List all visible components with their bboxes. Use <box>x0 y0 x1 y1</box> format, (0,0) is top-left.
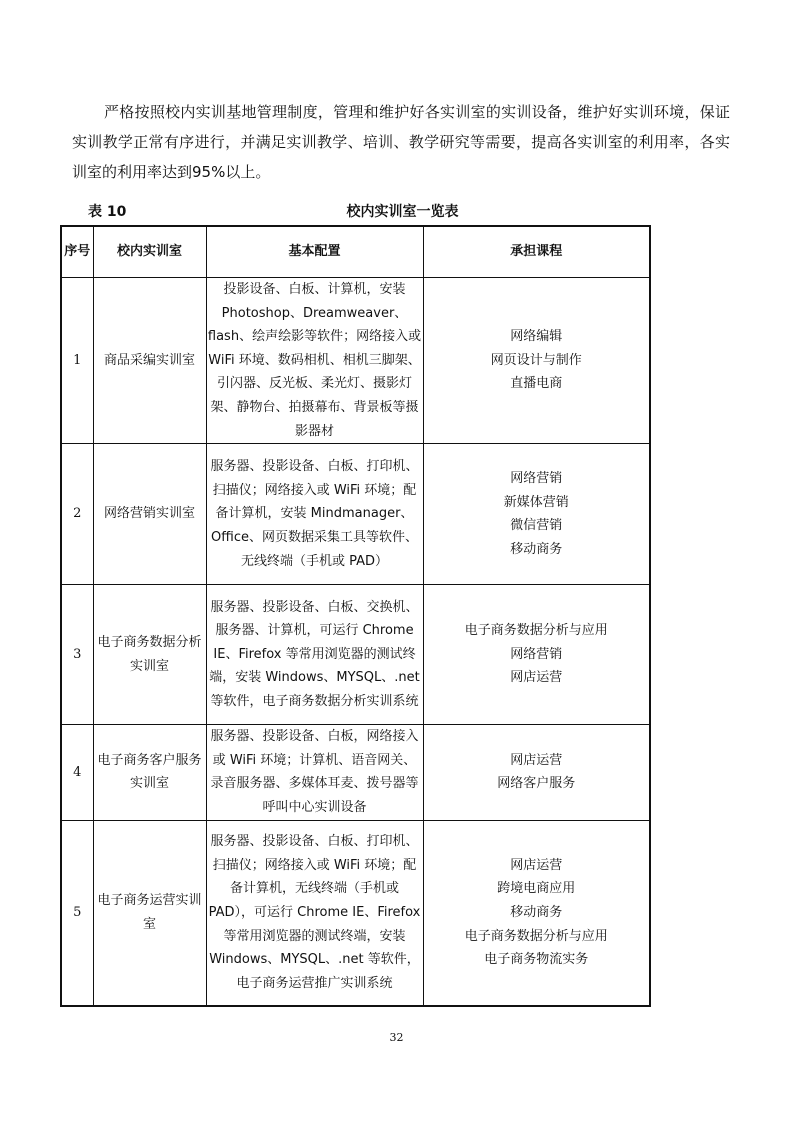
course-item: 微信营销 <box>510 518 563 534</box>
table-number: 表 10 <box>88 204 127 220</box>
table-row <box>61 278 650 444</box>
course-item: 跨境电商应用 <box>497 881 576 897</box>
row-courses <box>423 585 650 725</box>
row-seq: 3 <box>61 585 93 725</box>
row-room: 电子商务运营实训室 <box>93 820 206 1006</box>
row-config: 服务器、投影设备、白板，网络接入或 WiFi 环境；计算机、语音网关、录音服务器、多媒体耳麦、拨号器等呼叫中心实训设备 <box>206 725 423 820</box>
header-room: 校内实训室 <box>93 226 206 278</box>
header-seq: 序号 <box>61 226 93 278</box>
course-item: 网页设计与制作 <box>490 352 582 368</box>
row-room: 网络营销实训室 <box>93 444 206 585</box>
page-number: 32 <box>389 1031 404 1044</box>
course-item: 直播电商 <box>510 376 563 392</box>
row-config: 投影设备、白板、计算机，安装 Photoshop、Dreamweaver、flash、绘声绘影等软件；网络接入或 WiFi 环境、数码相机、相机三脚架、引闪器、反光板、柔光灯、摄影灯架、静物台、拍摄幕布、背景板等摄影器材 <box>206 278 423 444</box>
course-item: 网络营销 <box>510 470 563 486</box>
row-config: 服务器、投影设备、白板、打印机、扫描仪；网络接入或 WiFi 环境；配备计算机，无线终端（手机或 PAD），可运行 Chrome IE、Firefox 等常用浏览器的测试终端，安装 Windows、MYSQL、.net 等软件，电子商务运营推广实训系统 <box>206 820 423 1006</box>
row-courses <box>423 725 650 820</box>
row-room: 电子商务数据分析实训室 <box>93 585 206 725</box>
header-config: 基本配置 <box>206 226 423 278</box>
table-row <box>61 820 650 1006</box>
row-config: 服务器、投影设备、白板、打印机、扫描仪；网络接入或 WiFi 环境；配备计算机，安装 Mindmanager、Office、网页数据采集工具等软件、无线终端（手机或 PAD） <box>206 444 423 585</box>
course-item: 移动商务 <box>510 541 563 557</box>
course-item: 网络客户服务 <box>497 776 576 792</box>
table-header-row <box>61 226 650 278</box>
row-seq: 5 <box>61 820 93 1006</box>
row-config: 服务器、投影设备、白板、交换机、服务器、计算机，可运行 Chrome IE、Firefox 等常用浏览器的测试终端，安装 Windows、MYSQL、.net 等软件，电子商务数据分析实训系统 <box>206 585 423 725</box>
course-item: 网店运营 <box>510 752 563 768</box>
table-row <box>61 725 650 820</box>
course-item: 移动商务 <box>510 904 563 920</box>
header-courses: 承担课程 <box>423 226 650 278</box>
row-courses <box>423 278 650 444</box>
table-title: 校内实训室一览表 <box>346 204 459 220</box>
course-item: 网络营销 <box>510 646 563 662</box>
training-rooms-table <box>60 225 651 1007</box>
course-item: 电子商务数据分析与应用 <box>464 928 608 944</box>
row-seq: 1 <box>61 278 93 444</box>
row-room: 电子商务客户服务实训室 <box>93 725 206 820</box>
course-item: 网店运营 <box>510 857 563 873</box>
intro-paragraph: 严格按照校内实训基地管理制度，管理和维护好各实训室的实训设备，维护好实训环境，保证实训教学正常有序进行，并满足实训教学、培训、教学研究等需要，提高各实训室的利用率，各实训室的利用率达到95%以上。 <box>72 103 730 181</box>
table-row <box>61 444 650 585</box>
course-item: 电子商务物流实务 <box>484 952 589 968</box>
row-seq: 2 <box>61 444 93 585</box>
table-row <box>61 585 650 725</box>
course-item: 电子商务数据分析与应用 <box>464 623 608 639</box>
row-courses <box>423 820 650 1006</box>
row-courses <box>423 444 650 585</box>
row-seq: 4 <box>61 725 93 820</box>
course-item: 新媒体营销 <box>503 494 569 510</box>
course-item: 网店运营 <box>510 670 563 686</box>
row-room: 商品采编实训室 <box>93 278 206 444</box>
course-item: 网络编辑 <box>510 329 563 345</box>
